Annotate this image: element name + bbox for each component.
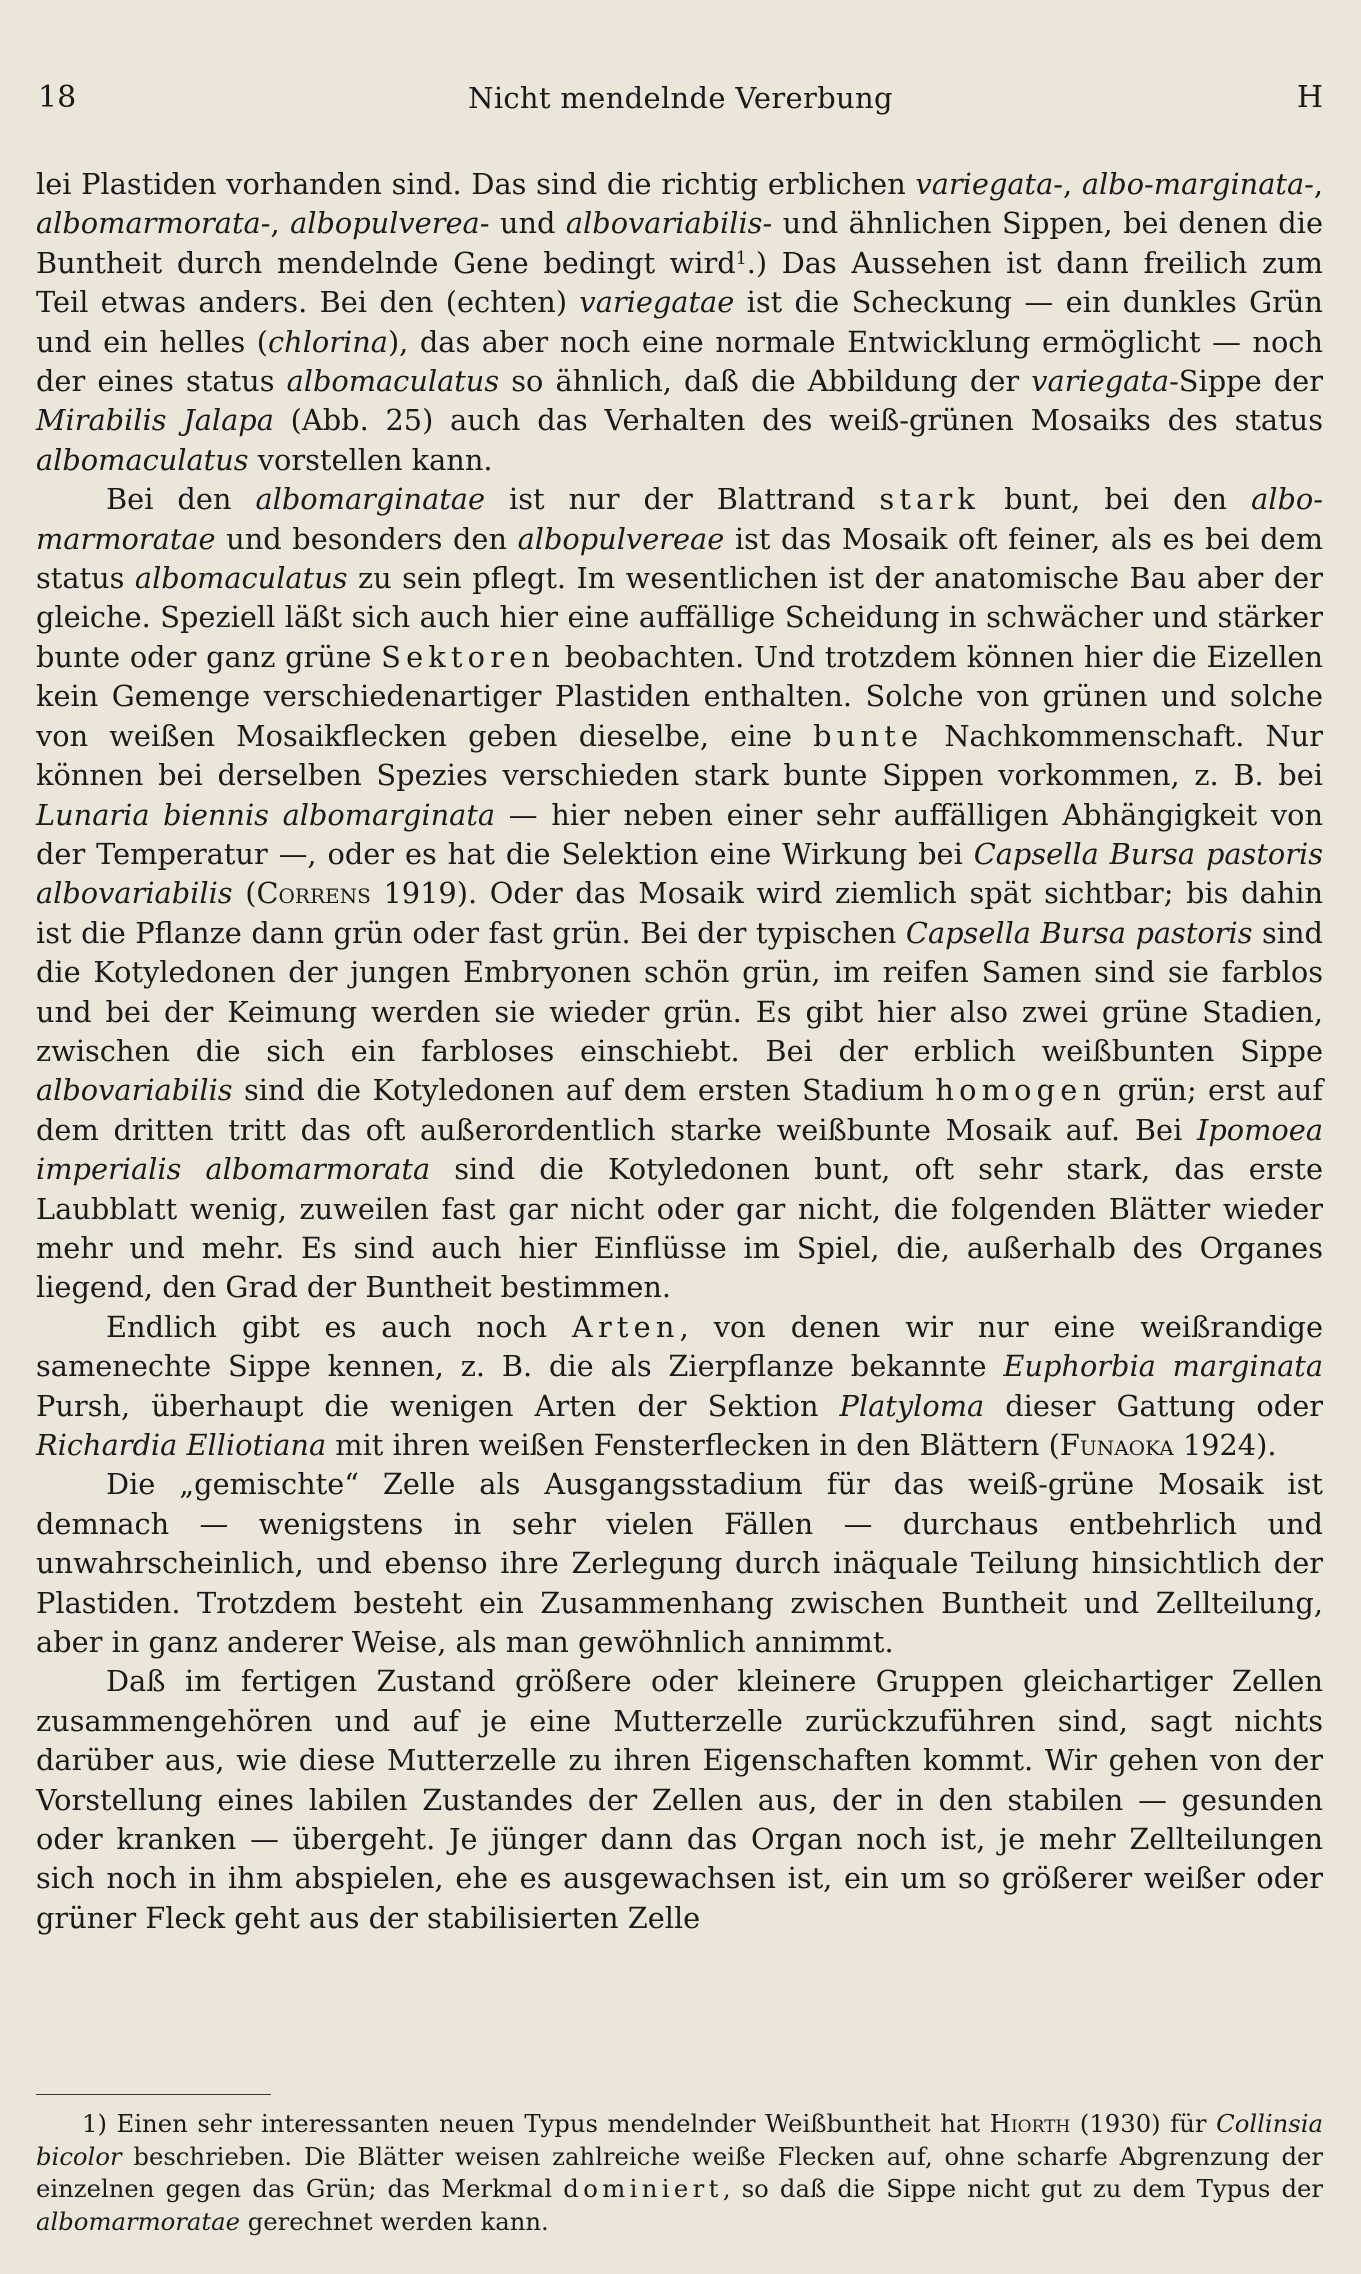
author-citation: Funaoka xyxy=(1059,1428,1174,1462)
paragraph-3: Endlich gibt es auch noch Arten, von denen wir nur eine weißrandige samenechte Sippe kennen, z. B. die als Zierpflanze bekannte Euphorbia marginata Pursh, überhaupt die wenigen Arten der Sektion Platyloma dieser Gattung oder Richardia Elliotiana mit ihren weißen Fensterflecken in den Blättern (Funaoka 1924). xyxy=(36,1309,1323,1462)
footnote-text: 1) Einen sehr interessanten neuen Typus mendelnder Weißbuntheit hat Hiorth (1930) für Collinsia bicolor beschrieben. Die Blätter weisen zahlreiche weiße Flecken auf, ohne scharfe Abgrenzung der einzelnen gegen das Grün; das Merkmal dominiert, so daß die Sippe nicht gut zu dem Typus der albomarmoratae gerechnet werden kann. xyxy=(36,2109,1324,2236)
paragraph-2: Bei den albomarginatae ist nur der Blattrand stark bunt, bei den albo-marmoratae und besonders den albopulvereae ist das Mosaik oft feiner, als es bei dem status albomaculatus zu sein pflegt. Im wesentlichen ist der anatomische Bau aber der gleiche. Speziell läßt sich auch hier eine auffällige Scheidung in schwächer und stärker bunte oder ganz grüne Sektoren beobachten. Und trotzdem können hier die Eizellen kein Gemenge verschiedenartiger Plastiden enthalten. Solche von grünen und solche von weißen Mosaikflecken geben dieselbe, eine bunte Nachkommenschaft. Nur können bei derselben Spezies verschieden stark bunte Sippen vorkommen, z. B. bei Lunaria biennis albomarginata — hier neben einer sehr auffälligen Abhängigkeit von der Temperatur —, oder es hat die Selektion eine Wirkung bei Capsella Bursa pastoris albovariabilis (Correns 1919). Oder das Mosaik wird ziemlich spät sichtbar; bis dahin ist die Pflanze dann grün oder fast grün. Bei der typischen Capsella Bursa pastoris sind die Kotyledonen der jungen Embryonen schön grün, im reifen Samen sind sie farblos und bei der Keimung werden sie wieder grün. Es gibt hier also zwei grüne Stadien, zwischen die sich ein farbloses einschiebt. Bei der erblich weißbunten Sippe albovariabilis sind die Kotyledonen auf dem ersten Stadium homogen grün; erst auf dem dritten tritt das oft außerordentlich starke weißbunte Mosaik auf. Bei Ipomoea imperialis albomarmorata sind die Kotyledonen bunt, oft sehr stark, das erste Laubblatt wenig, zuweilen fast gar nicht oder gar nicht, die folgenden Blätter wieder mehr und mehr. Es sind auch hier Einflüsse im Spiel, die, außerhalb des Organes liegend, den Grad der Buntheit bestimmen. xyxy=(36,482,1324,1305)
main-text xyxy=(36,165,1323,1938)
paragraph-1: lei Plastiden vorhanden sind. Das sind die richtig erblichen variegata-, albo-marginata-, albomarmorata-, albopulverea- und albovariabilis- und ähnlichen Sippen, bei denen die Buntheit durch mendelnde Gene bedingt wird$^1$.) Das Aussehen ist dann freilich zum Teil etwas anders. Bei den (echten) variegatae ist die Scheckung — ein dunkles Grün und ein helles (chlorina), das aber noch eine normale Entwicklung ermöglicht — noch der eines status albomaculatus so ähnlich, daß die Abbildung der variegata-Sippe der Mirabilis Jalapa (Abb. 25) auch das Verhalten des weiß-grünen Mosaiks des status albomaculatus vorstellen kann. xyxy=(36,167,1323,477)
signature-mark: H xyxy=(1296,80,1323,115)
page-number: 18 xyxy=(38,80,77,115)
footnote-reference: 1 xyxy=(735,249,747,270)
page-header xyxy=(38,78,1323,118)
paragraph-5: Daß im fertigen Zustand größere oder kleinere Gruppen gleichartiger Zellen zusammengehören und auf je eine Mutterzelle zurückzuführen sind, sagt nichts darüber aus, wie diese Mutterzelle zu ihren Eigenschaften kommt. Wir gehen von der Vorstellung eines labilen Zustandes der Zellen aus, der in den stabilen — gesunden oder kranken — übergeht. Je jünger dann das Organ noch ist, je mehr Zellteilungen sich noch in ihm abspielen, ehe es ausgewachsen ist, ein um so größerer weißer oder grüner Fleck geht aus der stabilisierten Zelle xyxy=(36,1664,1323,1935)
footnote xyxy=(36,2108,1323,2238)
paragraph-4: Die „gemischte“ Zelle als Ausgangsstadium für das weiß-grüne Mosaik ist demnach — wenigstens in sehr vielen Fällen — durchaus entbehrlich und unwahrscheinlich, und ebenso ihre Zerlegung durch inäquale Teilung hinsichtlich der Plastiden. Trotzdem besteht ein Zusammenhang zwischen Buntheit und Zellteilung, aber in ganz anderer Weise, als man gewöhnlich annimmt. xyxy=(36,1467,1323,1660)
running-title: Nicht mendelnde Vererbung xyxy=(468,81,893,115)
author-citation: Hiorth xyxy=(989,2109,1071,2138)
author-citation: Correns xyxy=(256,876,371,911)
footnote-divider xyxy=(36,2094,271,2095)
